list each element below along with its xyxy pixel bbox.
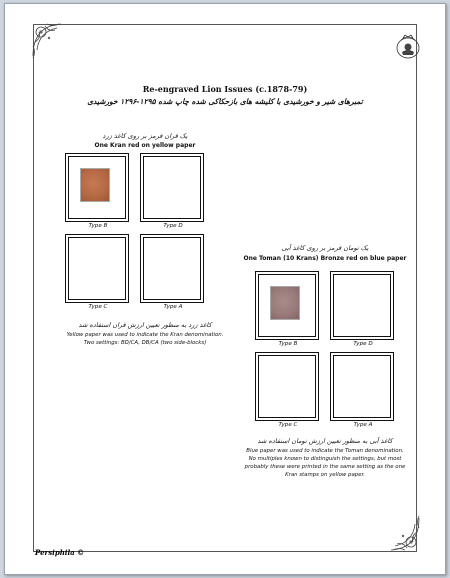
- left-note-farsi: کاغذ زرد به منظور تعیین ارزش قران استفاده شد: [78, 321, 212, 329]
- left-heading: One Kran red on yellow paper: [94, 142, 196, 149]
- stamp-image-one-kran-type-b: [80, 168, 110, 202]
- stamp-box-right-type-c: [255, 352, 319, 421]
- right-note: [221, 447, 429, 479]
- right-note-line: Blue paper was used to indicate the Toman denomination.: [246, 448, 404, 454]
- right-label-type-c: Type C: [278, 422, 298, 428]
- corner-ornament-top-left-icon: [29, 20, 65, 60]
- album-page: [4, 3, 446, 575]
- right-label-type-a: Type A: [353, 422, 373, 428]
- right-note-farsi: کاغذ آبی به منظور تعیین ارزش تومان استفاده شد: [257, 437, 393, 445]
- left-label-type-d: Type D: [163, 223, 183, 229]
- corner-ornament-bottom-right-icon: [387, 514, 423, 554]
- stamp-box-left-type-b: [65, 153, 129, 222]
- stamp-box-left-type-d: [140, 153, 204, 222]
- left-label-type-a: Type A: [163, 304, 183, 310]
- left-note: [35, 331, 255, 347]
- right-heading-farsi: یک تومان قرمز بر روی کاغذ آبی: [281, 244, 369, 252]
- page-subtitle-farsi: تمبرهای شیر و خورشیدی با کلیشه های بازحکاکی شده چاپ شده ۱۲۹۵-۱۲۹۶ خورشیدی: [87, 97, 363, 106]
- footer-copyright: Persiphila ©: [35, 548, 85, 557]
- right-note-line: probably these were printed in the same setting as the one: [244, 464, 406, 470]
- left-label-type-b: Type B: [88, 223, 108, 229]
- left-heading-farsi: یک قران قرمز بر روی کاغذ زرد: [102, 132, 188, 140]
- left-label-type-c: Type C: [88, 304, 108, 310]
- crest-emblem-icon: [393, 32, 423, 62]
- stamp-image-one-toman-type-b: [270, 286, 300, 320]
- stamp-box-left-type-a: [140, 234, 204, 303]
- right-heading: One Toman (10 Krans) Bronze red on blue paper: [243, 255, 407, 262]
- right-note-line: Kran stamps on yellow paper.: [285, 472, 365, 478]
- left-note-line: Two settings: BD/CA, DB/CA (two side-blocks): [83, 340, 207, 346]
- stamp-box-right-type-a: [330, 352, 394, 421]
- stamp-box-left-type-c: [65, 234, 129, 303]
- right-label-type-d: Type D: [353, 341, 373, 347]
- stamp-box-right-type-d: [330, 271, 394, 340]
- right-note-line: No multiples known to distinguish the settings, but most: [248, 456, 402, 462]
- page-title: Re-engraved Lion Issues (c.1878-79): [142, 84, 308, 94]
- right-label-type-b: Type B: [278, 341, 298, 347]
- left-note-line: Yellow paper was used to indicate the Kran denomination.: [66, 332, 224, 338]
- stamp-box-right-type-b: [255, 271, 319, 340]
